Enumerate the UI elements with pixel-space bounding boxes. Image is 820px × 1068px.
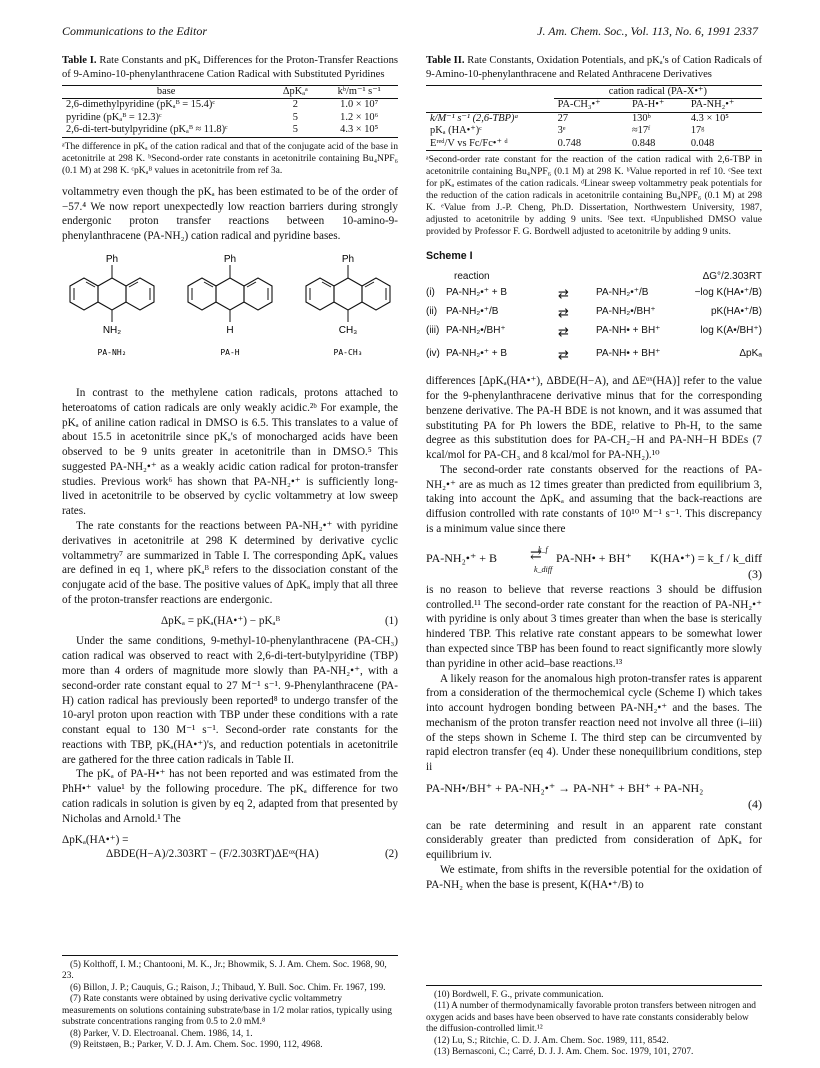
table-cell: pyridine (pKₐᴮ = 12.3)ᶜ <box>66 111 162 123</box>
table-cell: 4.3 × 10⁵ <box>340 124 379 136</box>
scheme-row <box>426 324 762 343</box>
equation-4-body: PA-NH•/BH⁺ + PA-NH₂•⁺ → PA-NH⁺ + BH⁺ + PA-NH₂ <box>426 780 704 795</box>
scheme-row-reactants: PA-NH₂•⁺ + B <box>446 348 508 360</box>
equation-3-number: (3) <box>748 566 762 581</box>
scheme-header-energy: ΔG°/2.303RT <box>702 271 762 283</box>
table-cell: 17ᵍ <box>690 125 705 137</box>
table-1-footnote: ᵃThe difference in pKₐ of the cation radical and that of the conjugate acid of the base in acetonitrile at 298 K. ᵇSecond-order rate constants in acetonitrile containing Bu₄NPF₆ (0.1 M) at 298 K. ᶜpKₐᴮ values in acetonitrile from ref 3a. <box>62 140 398 176</box>
paragraph: We estimate, from shifts in the reversible potential for the oxidation of PA-NH₂ when the base is present, K(HA•⁺/B) to <box>426 863 762 891</box>
equation-2-number: (2) <box>384 848 398 861</box>
paragraph: A likely reason for the anomalous high proton-transfer rates is apparent from a consideration of the thermochemical cycle (Scheme I) which takes into account hydrogen bonding between PA-NH₂•⁺ and the bases. The mechanism of the proton transfer reaction need not involve all three (i–iii) of the steps shown in Scheme I. The third step can be circumvented by rapid electron transfer (eq 4). Under these nonequilibrium conditions, step ii <box>426 672 762 774</box>
equilibrium-arrow-icon: ⇄ <box>530 547 542 563</box>
table-cell: 0.048 <box>690 137 715 149</box>
running-header <box>62 24 758 40</box>
scheme-header-reaction: reaction <box>454 271 490 283</box>
table-2-group-header: cation radical (PA-X•⁺) <box>554 85 762 98</box>
scheme-row-reactants: PA-NH₂•/BH⁺ <box>446 325 506 337</box>
table-1-label: Table I. <box>62 55 97 66</box>
equation-2-line-1: ΔpKₐ(HA•⁺) = <box>62 833 129 846</box>
equation-3-products: PA-NH• + BH⁺ <box>556 550 632 565</box>
equilibrium-arrow-icon: ⇄ <box>558 347 568 363</box>
scheme-row-term: pK(HA•⁺/B) <box>710 306 762 318</box>
paragraph: differences [ΔpKₐ(HA•⁺), ΔBDE(H−A), and ΔEᵒˣ(HA)] refer to the value for the 9-phenylanthracene derivative minus that for the corresponding benzene derivative. The PA-H BDE is not known, and it was assumed that substituting PA for Ph lowers the BDE, relative to Ph-H, to the same degree as this substitution does for PA-CH₂−H and PA-NH−H BDEs (7 kcal/mol for PA-CH₃ and 8 kcal/mol for PA-NH₂).¹⁰ <box>426 375 762 462</box>
table-1-caption-text: Rate Constants and pKₐ Differences for the Proton-Transfer Reactions of 9-Amino-10-phenylanthracene Cation Radical with Substituted Pyridines <box>62 55 398 80</box>
scheme-row <box>426 305 762 324</box>
chemical-structures <box>62 252 398 380</box>
equilibrium-arrow-icon: ⇄ <box>558 324 568 340</box>
table-2-group-row <box>426 85 762 98</box>
structure-top-label: Ph <box>105 253 119 265</box>
scheme-row-products: PA-NH₂•/BH⁺ <box>596 306 656 318</box>
equation-3-kf: k_f <box>538 544 548 554</box>
table-2-label: Table II. <box>426 55 465 66</box>
equilibrium-arrow-icon: ⇄ <box>558 305 568 321</box>
table-cell: 1.0 × 10⁷ <box>340 99 379 111</box>
scheme-row-reactants: PA-NH₂•⁺/B <box>446 306 499 318</box>
anthracene-structure-icon <box>182 252 278 360</box>
table-1-caption <box>62 54 398 82</box>
structure-name: PA-CH₃ <box>333 347 363 357</box>
scheme-row-id: (iii) <box>426 325 440 337</box>
scheme-title: Scheme I <box>426 250 473 263</box>
scheme-row-term: −log K(HA•⁺/B) <box>694 287 762 299</box>
table-cell: 130ᵇ <box>631 112 651 124</box>
scheme-row <box>426 347 762 366</box>
equation-3-reactants: PA-NH₂•⁺ + B <box>426 550 498 565</box>
paragraph: is no reason to believe that reverse reactions 3 should be diffusion controlled.¹¹ The second-order rate constant for the reaction of PA-NH₂•⁺ with pyridine is only about 3 times greater than when the base is sterically hindered TBP. This relative rate constant appears to be somewhat lower than expected since TBP has been found to react significantly more slowly than pyridine in other acid–base reactions.¹³ <box>426 583 762 670</box>
table-1 <box>62 54 398 177</box>
table-1-col-header: base <box>156 85 176 97</box>
scheme-1 <box>426 270 762 366</box>
table-cell: 5 <box>292 124 298 136</box>
paragraph: In contrast to the methylene cation radicals, protons attached to heteroatoms of cation radicals are only weakly acidic.²ᵇ For example, the pKₐ of aniline cation radical in DMSO is 6.5. This translates to a value of about 15.5 in acetonitrile since pKₐ's of monocharged acids have been observed to be 9 units greater in acetonitrile than in DMSO.⁵ This suggested PA-NH₂•⁺ as a weakly acidic cation radical for proton-transfer studies. Previous work⁶ has shown that PA-NH₂•⁺ is sufficiently long-lived in acetonitrile to be observed by cyclic voltammetry at low sweep rates. <box>62 386 398 518</box>
equation-4-number: (4) <box>748 796 762 811</box>
table-row <box>62 124 398 137</box>
scheme-row-products: PA-NH• + BH⁺ <box>596 348 661 360</box>
table-1-col-header: ΔpKₐᵃ <box>282 85 308 97</box>
scheme-row-id: (ii) <box>426 306 438 318</box>
table-cell: 5 <box>292 111 298 123</box>
table-row <box>62 112 398 124</box>
left-references <box>62 955 398 1052</box>
table-cell: 27 <box>557 112 569 124</box>
anthracene-structure-icon <box>300 252 396 360</box>
paragraph: The pKₐ of PA-H•⁺ has not been reported and was estimated from the PhH•⁺ value¹ by the following procedure. The pKₐ difference for two cation radicals in solution is given by eq 2, adapted from that presented by Nicholas and Arnold.¹ The <box>62 768 398 825</box>
table-2 <box>426 54 762 238</box>
table-2-header-row <box>426 99 762 112</box>
table-2-footnote: ᵃSecond-order rate constant for the reaction of the cation radical with 2,6-TBP in acetonitrile containing Bu₄NPF₆ (0.1 M) at 298 K. ᵇValue reported in ref 10. ᶜSee text for pKₐ estimates of the cation radicals. ᵈLinear sweep voltammetry peak potentials for the reduction of the cation radicals in acetonitrile containing Bu₄NPF₆ (0.1 M) at 298 K. ᵉValue from J.-P. Cheng, Ph.D. Dissertation, Northwestern University, 1987, adjusted to acetonitrile by adding 9 units. ᶠSee text. ᵍUnpublished DMSO value provided by Professor F. G. Bordwell adjusted to acetonitrile by adding 9 units. <box>426 154 762 238</box>
paragraph: The second-order rate constants observed for the reactions of PA-NH₂•⁺ are as much as 12 times greater than predicted from equilibrium 3, taking into account the ΔpKₐ and assuming that the back-reactions are diffusion controlled with rate constants of 10¹⁰ M⁻¹ s⁻¹. This discrepancy is a minimum value since there <box>426 463 762 536</box>
table-cell: ≈17ᶠ <box>631 125 651 137</box>
table-cell: 3ᵉ <box>557 125 566 137</box>
table-2-caption-text: Rate Constants, Oxidation Potentials, and pKₐ's of Cation Radicals of 9-Amino-10-phenylanthracene and Related Anthracene Derivatives <box>426 55 762 80</box>
structure-top-label: Ph <box>223 253 237 265</box>
equation-2-line-2 <box>62 847 398 862</box>
reference-item: (7) Rate constants were obtained by using derivative cyclic voltammetry measurements on solutions containing substrate/base in 1/2 molar ratios, typically using substrate concentrations ranging from 0.5 to 2.0 mM.⁸ <box>62 994 392 1028</box>
equation-1-body: ΔpKₐ = pKₐ(HA•⁺) − pKₐᴮ <box>160 614 280 627</box>
table-2-grid <box>426 85 762 151</box>
reference-item: (9) Reitstøen, B.; Parker, V. D. J. Am. Chem. Soc. 1990, 112, 4968. <box>70 1040 323 1051</box>
scheme-row-term: log K(A•/BH⁺) <box>700 325 762 337</box>
table-row-label: Eʳᵉᵈ/V vs Fc/Fc•⁺ ᵈ <box>430 137 508 149</box>
table-2-col-header: PA-CH₃•⁺ <box>557 99 601 111</box>
scheme-row-reactants: PA-NH₂•⁺ + B <box>446 287 508 299</box>
structure-bottom-label: CH₃ <box>338 324 358 336</box>
header-section: Communications to the Editor <box>62 24 207 38</box>
structure-pa-h <box>180 252 280 360</box>
structure-name: PA-H <box>220 347 240 357</box>
header-citation: J. Am. Chem. Soc., Vol. 113, No. 6, 1991 2337 <box>537 24 758 38</box>
scheme-row-products: PA-NH₂•⁺/B <box>596 287 649 299</box>
table-cell: 2,6-di-tert-butylpyridine (pKₐᴮ ≈ 11.8)ᶜ <box>66 124 228 136</box>
equation-1 <box>62 614 398 629</box>
table-cell: 0.748 <box>557 137 582 149</box>
table-row <box>426 138 762 151</box>
equation-3-kdiff: k_diff <box>534 564 553 574</box>
table-1-grid <box>62 85 398 138</box>
structure-bottom-label: H <box>226 324 234 336</box>
paragraph: voltammetry even though the pKₐ has been estimated to be of the order of −57.⁴ We now report unexpectedly low reaction barriers during strongly endergonic proton transfer reactions between 10-amino-9-phenylanthracene (PA-NH₂) cation radical and pyridine bases. <box>62 185 398 243</box>
equation-3-constant: K(HA•⁺) = k_f / k_diff <box>650 550 762 565</box>
reference-item: (8) Parker, V. D. Electroanal. Chem. 1986, 14, 1. <box>70 1028 253 1039</box>
table-1-header-row <box>62 85 398 98</box>
table-cell: 4.3 × 10⁵ <box>690 112 729 124</box>
scheme-row-term: ΔpKₐ <box>739 348 762 360</box>
table-row-label: pKₐ (HA•⁺)ᶜ <box>430 125 482 137</box>
reference-item: (12) Lu, S.; Ritchie, C. D. J. Am. Chem. Soc. 1989, 111, 8542. <box>434 1035 669 1046</box>
equation-3 <box>426 545 762 581</box>
left-column <box>62 54 398 868</box>
table-row <box>426 125 762 137</box>
scheme-row-products: PA-NH• + BH⁺ <box>596 325 661 337</box>
reference-item: (13) Bernasconi, C.; Carré, D. J. J. Am. Chem. Soc. 1979, 101, 2707. <box>434 1047 694 1058</box>
reference-item: (6) Billon, J. P.; Cauquis, G.; Raison, J.; Thibaud, Y. Bull. Soc. Chim. Fr. 1967, 199. <box>70 982 386 993</box>
equation-4 <box>426 781 762 813</box>
structure-pa-ch3 <box>298 252 398 360</box>
table-row <box>62 99 398 112</box>
paragraph: Under the same conditions, 9-methyl-10-phenylanthracene (PA-CH₃) cation radical was observed to react with 2,6-di-tert-butylpyridine (TBP) more than 4 orders of magnitude more slowly than PA-NH₂•⁺, with a second-order rate constant equal to 27 M⁻¹ s⁻¹. 9-Phenylanthracene (PA-H) cation radical has previously been reported⁸ to undergo transfer of the 10-aryl proton upon reaction with TBP under these conditions with a rate constant equal to 130 M⁻¹ s⁻¹. Second-order rate constants for the reactions with TBP, pKₐ(HA•⁺)'s, and reduction potentials in acetonitrile are gathered for the three cation radicals in Table II. <box>62 635 398 766</box>
equilibrium-arrow-icon: ⇄ <box>558 286 568 302</box>
table-2-col-header: PA-NH₂•⁺ <box>690 99 735 111</box>
paragraph: can be rate determining and result in an apparent rate constant considerably greater than predicted from consideration of ΔpKₐ for equilibrium iv. <box>426 819 762 862</box>
table-cell: 1.2 × 10⁶ <box>340 111 379 123</box>
table-cell: 0.848 <box>631 137 656 149</box>
structure-name: PA-NH₂ <box>97 347 127 357</box>
equation-1-number: (1) <box>384 614 398 627</box>
table-2-caption <box>426 54 762 82</box>
table-1-col-header: kᵇ/m⁻¹ s⁻¹ <box>337 85 381 97</box>
table-2-col-header: PA-H•⁺ <box>631 99 665 111</box>
reference-item: (10) Bordwell, F. G., private communication. <box>434 990 604 1000</box>
reference-item: (5) Kolthoff, I. M.; Chantooni, M. K., Jr.; Bhowmik, S. J. Am. Chem. Soc. 1968, 90, 23. <box>62 960 387 982</box>
equation-2-body: ΔBDE(H−A)/2.303RT − (F/2.303RT)ΔEᵒˣ(HA) <box>106 848 319 861</box>
scheme-row-id: (i) <box>426 287 435 299</box>
right-references <box>426 985 762 1059</box>
table-cell: 2 <box>292 99 298 111</box>
right-column <box>426 54 762 893</box>
structure-top-label: Ph <box>341 253 355 265</box>
anthracene-structure-icon <box>64 252 160 360</box>
structure-pa-nh2 <box>62 252 162 360</box>
table-row-label: k/M⁻¹ s⁻¹ (2,6-TBP)ᵃ <box>430 112 519 124</box>
scheme-row <box>426 286 762 305</box>
scheme-header-row <box>426 270 762 286</box>
scheme-row-id: (iv) <box>426 348 440 360</box>
structure-bottom-label: NH₂ <box>102 324 122 336</box>
reference-item: (11) A number of thermodynamically favorable proton transfers between nitrogen and oxygen acids and bases have been observed to have rate constants considerably below the diffusion-controlled limit.¹² <box>426 1001 756 1035</box>
paragraph: The rate constants for the reactions between PA-NH₂•⁺ with pyridine derivatives in acetonitrile at 298 K determined by derivative cyclic voltammetry⁷ are summarized in Table I. The corresponding ΔpKₐ values are defined in eq 1, where pKₐᴮ refers to the dissociation constant of the conjugate acid of the base. The positive values of ΔpKₐ imply that all three of the proton-transfer reactions are endergonic. <box>62 519 398 606</box>
table-row <box>426 112 762 125</box>
table-cell: 2,6-dimethylpyridine (pKₐᴮ = 15.4)ᶜ <box>66 99 215 111</box>
